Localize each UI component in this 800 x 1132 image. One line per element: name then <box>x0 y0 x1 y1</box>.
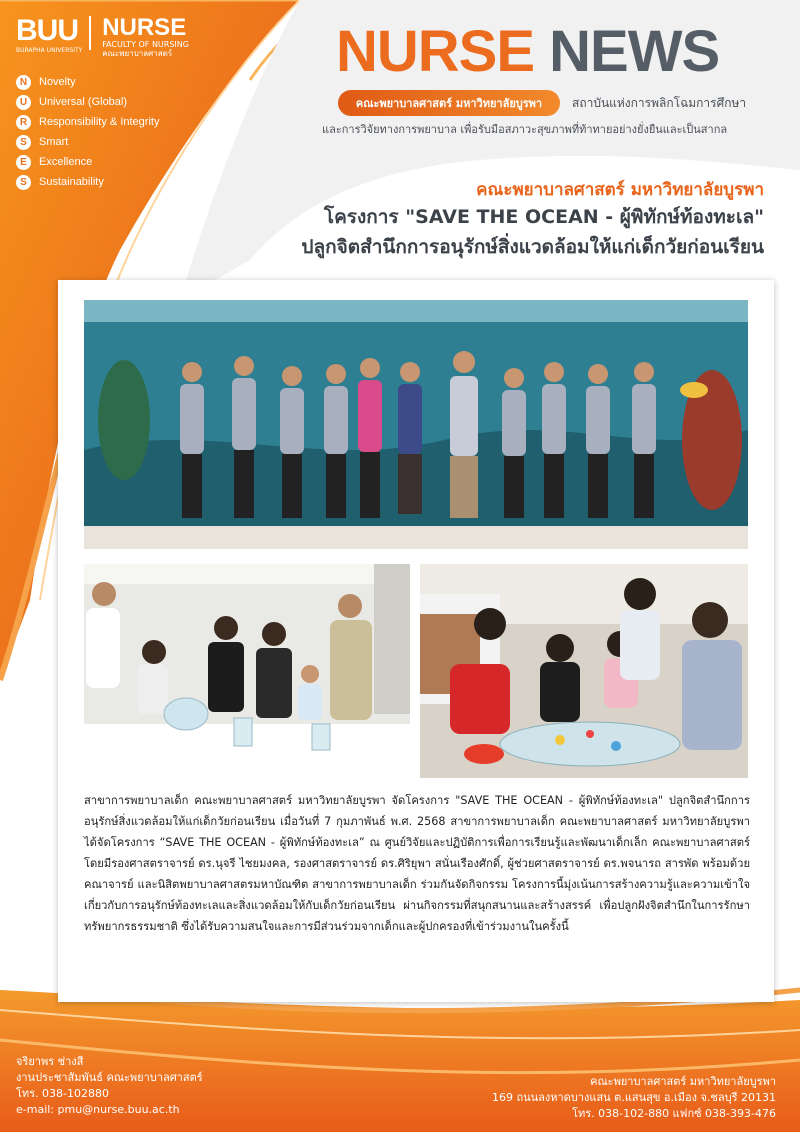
value-letter: R <box>16 115 31 130</box>
logo-nurse: NURSE <box>102 14 187 41</box>
logo-divider <box>89 16 91 50</box>
value-label: Novelty <box>39 76 76 88</box>
article-headline-line2: ปลูกจิตสำนึกการอนุรักษ์สิ่งแวดล้อมให้แก่เด็กวัยก่อนเรียน <box>301 236 764 258</box>
value-letter: S <box>16 175 31 190</box>
activity-photo-water-play <box>420 564 748 778</box>
masthead-title-news: NEWS <box>534 19 720 84</box>
article-body: สาขาการพยาบาลเด็ก คณะพยาบาลศาสตร์ มหาวิทยาลัยบูรพา จัดโครงการ "SAVE THE OCEAN - ผู้พิทักษ์ท้องทะเล" ปลูกจิตสำนึกการอนุรักษ์สิ่งแวดล้อมให้แก่เด็กวัยก่อนเรียน เมื่อวันที่ 7 กุมภาพันธ์ พ.ศ. 2568 สาขาการพยาบาลเด็ก คณะพยาบาลศาสตร์ มหาวิทยาลัยบูรพา ได้จัดโครงการ “SAVE THE OCEAN - ผู้พิทักษ์ท้องทะเล” ณ ศูนย์วิจัยและปฏิบัติการเพื่อการเรียนรู้และพัฒนาเด็กเล็ก คณะพยาบาลศาสตร์ โดยมีรองศาสตราจารย์ ดร.นุจรี ไชยมงคล, รองศาสตราจารย์ ดร.ศิริยุพา สนั่นเรืองศักดิ์, ผู้ช่วยศาสตราจารย์ ดร.พจนารถ สารพัด พร้อมด้วยคณาจารย์ และนิสิตพยาบาลศาสตรมหาบัณฑิต สาขาการพยาบาลเด็ก ร่วมกันจัดกิจกรรม โครงการนี้มุ่งเน้นการสร้างความรู้และความเข้าใจเกี่ยวกับการอนุรักษ์ท้องทะเลและสิ่งแวดล้อมให้กับเด็กวัยก่อนเรียน ผ่านกิจกรรมที่สนุกสนานและสร้างสรรค์ เพื่อปลูกฝังจิตสำนึกในการรักษาทรัพยากรธรรมชาติ ซึ่งได้รับความสนใจและการมีส่วนร่วมจากเด็กและผู้ปกครองที่เข้าร่วมงานในครั้งนี้ <box>84 794 750 933</box>
footer-street: 169 ถนนลงหาดบางแสน ต.แสนสุข อ.เมือง จ.ชลบุรี 20131 <box>491 1091 776 1104</box>
masthead-title <box>336 20 719 84</box>
value-letter: N <box>16 75 31 90</box>
value-label: Smart <box>39 136 69 148</box>
footer-phone-fax: โทร. 038-102-880 แฟกซ์ 038-393-476 <box>572 1107 776 1120</box>
footer-address <box>492 1074 776 1122</box>
value-label: Excellence <box>39 156 93 168</box>
logo-faculty-th: คณะพยาบาลศาสตร์ <box>102 49 173 58</box>
footer-faculty: คณะพยาบาลศาสตร์ มหาวิทยาลัยบูรพา <box>590 1075 776 1088</box>
article-headline-line1: โครงการ "SAVE THE OCEAN - ผู้พิทักษ์ท้องทะเล" <box>323 206 764 228</box>
core-values-list <box>16 72 159 192</box>
value-label: Responsibility & Integrity <box>39 116 160 128</box>
faculty-pill: คณะพยาบาลศาสตร์ มหาวิทยาลัยบูรพา <box>338 90 560 116</box>
value-letter: E <box>16 155 31 170</box>
value-label: Sustainability <box>39 176 104 188</box>
value-label: Universal (Global) <box>39 96 128 108</box>
logo-buu-sub: BURAPHA UNIVERSITY <box>16 47 83 54</box>
value-item <box>16 112 159 132</box>
footer-contact <box>16 1054 203 1118</box>
value-letter: S <box>16 135 31 150</box>
footer-department: งานประชาสัมพันธ์ คณะพยาบาลศาสตร์ <box>16 1071 203 1084</box>
value-item <box>16 172 159 192</box>
value-item <box>16 92 159 112</box>
value-item <box>16 72 159 92</box>
activity-photo-classroom <box>84 564 410 778</box>
group-photo <box>84 300 748 549</box>
footer-email: e-mail: pmu@nurse.buu.ac.th <box>16 1103 180 1116</box>
value-letter: U <box>16 95 31 110</box>
buu-nurse-logo <box>16 16 189 58</box>
value-item <box>16 132 159 152</box>
logo-buu: BUU <box>16 14 78 47</box>
footer-author: จริยาพร ช่างสี <box>16 1055 84 1068</box>
tagline-line2: และการวิจัยทางการพยาบาล เพื่อรับมือสภาวะสุขภาพที่ท้าทายอย่างยั่งยืนและเป็นสากล <box>322 123 728 136</box>
article-org: คณะพยาบาลศาสตร์ มหาวิทยาลัยบูรพา <box>476 180 764 200</box>
value-item <box>16 152 159 172</box>
footer-phone: โทร. 038-102880 <box>16 1087 110 1100</box>
tagline-line1: สถาบันแห่งการพลิกโฉมการศึกษา <box>572 96 747 110</box>
logo-faculty-en: FACULTY OF NURSING <box>102 40 189 49</box>
masthead-title-nurse: NURSE <box>336 19 535 84</box>
article-card <box>58 280 774 1002</box>
